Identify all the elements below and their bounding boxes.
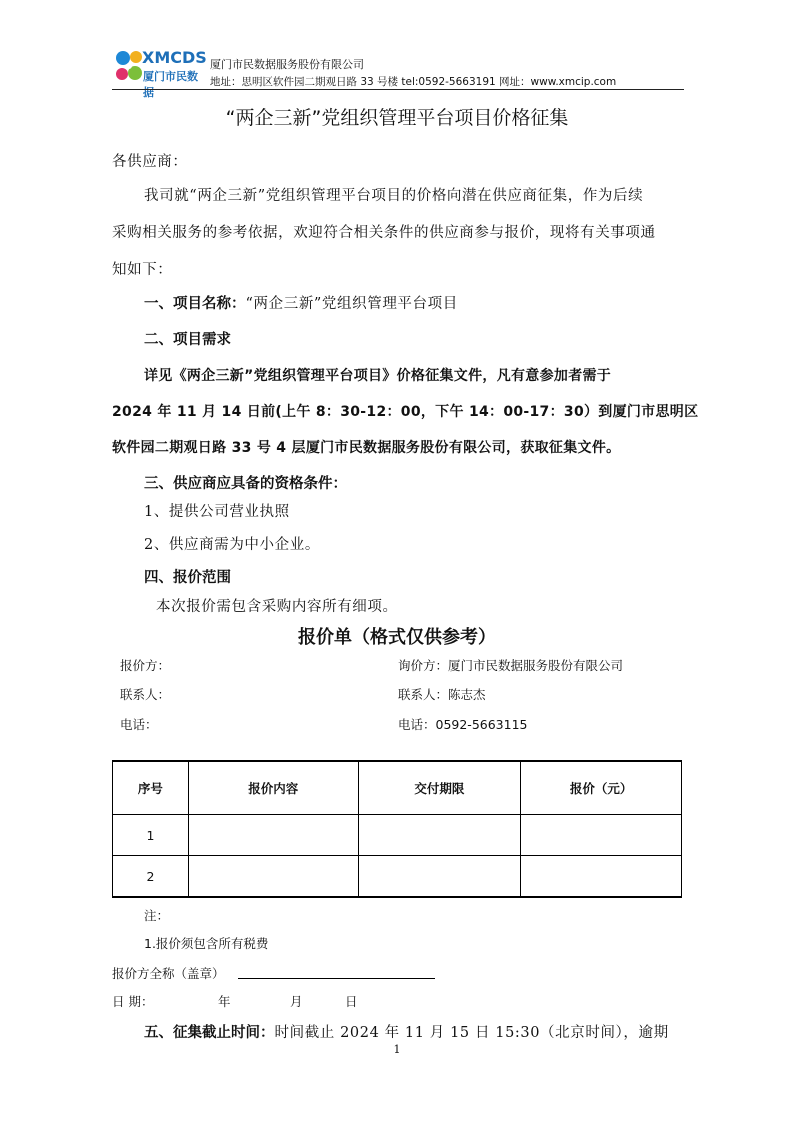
table-row — [113, 856, 682, 898]
header-address: 地址：思明区软件园二期观日路 33 号楼 tel:0592-5663191 网址：www.xmcip.com — [210, 76, 617, 88]
inquirer-contact: 联系人：陈志杰 — [398, 687, 486, 702]
col-header-content: 报价内容 — [188, 761, 358, 815]
date-month: 月 — [290, 994, 303, 1009]
row-content-cell[interactable] — [188, 856, 358, 898]
date-label: 日 期： — [112, 994, 154, 1009]
logo-subtext: 厦门市民数据 — [143, 70, 198, 99]
row-deadline-cell[interactable] — [358, 815, 521, 856]
header-company-name: 厦门市民数据服务股份有限公司 — [210, 58, 364, 71]
section-2-heading: 二、项目需求 — [144, 332, 231, 348]
section-5-text: 时间截止 2024 年 11 月 15 日 15:30（北京时间），逾期 — [274, 1025, 669, 1041]
col-header-deadline: 交付期限 — [358, 761, 521, 815]
section-1-heading: 一、项目名称： — [144, 296, 246, 312]
row-price-cell[interactable] — [521, 815, 682, 856]
section-4-heading: 四、报价范围 — [144, 570, 231, 586]
page-number: 1 — [393, 1043, 401, 1056]
quote-party-label: 报价方： — [120, 658, 171, 673]
quote-phone-label: 电话： — [120, 717, 158, 732]
salutation: 各供应商： — [112, 154, 188, 170]
row-content-cell[interactable] — [188, 815, 358, 856]
row-deadline-cell[interactable] — [358, 856, 521, 898]
header-divider — [112, 89, 684, 90]
col-header-no: 序号 — [113, 761, 189, 815]
table-row — [113, 815, 682, 856]
quote-table — [112, 760, 682, 898]
section-1-text: “两企三新”党组织管理平台项目 — [245, 296, 458, 312]
note-item: 1.报价须包含所有税费 — [144, 936, 269, 951]
inquirer-party: 询价方：厦门市民数据服务股份有限公司 — [398, 658, 624, 673]
signature-label: 报价方全称（盖章） — [112, 966, 225, 981]
section-1 — [144, 292, 458, 313]
company-logo — [114, 48, 207, 99]
section-4-text: 本次报价需包含采购内容所有细项。 — [156, 599, 398, 615]
intro-line-1: 我司就“两企三新”党组织管理平台项目的价格向潜在供应商征集，作为后续 — [144, 188, 644, 204]
quote-table-header — [113, 761, 682, 815]
intro-line-3: 知如下： — [112, 262, 173, 278]
quote-contact-label: 联系人： — [120, 687, 171, 702]
section-2-line-2: 2024 年 11 月 14 日前(上午 8：30-12：00，下午 14：00-17：30）到厦门市思明区 — [112, 404, 699, 420]
note-label: 注： — [144, 908, 170, 923]
inquirer-phone: 电话：0592-5663115 — [398, 717, 528, 732]
date-day: 日 — [345, 994, 358, 1009]
row-no: 2 — [113, 856, 189, 898]
signature-line[interactable] — [238, 978, 435, 979]
section-5 — [144, 1021, 669, 1042]
section-2-line-1: 详见《两企三新”党组织管理平台项目》价格征集文件，凡有意参加者需于 — [144, 368, 612, 384]
row-no: 1 — [113, 815, 189, 856]
section-5-heading: 五、征集截止时间： — [144, 1025, 275, 1041]
section-3-item-1: 1、提供公司营业执照 — [144, 504, 290, 520]
document-title: “两企三新”党组织管理平台项目价格征集 — [225, 107, 569, 129]
col-header-price: 报价（元） — [521, 761, 682, 815]
row-price-cell[interactable] — [521, 856, 682, 898]
section-2-line-3: 软件园二期观日路 33 号 4 层厦门市民数据服务股份有限公司，获取征集文件。 — [112, 440, 621, 456]
intro-line-2: 采购相关服务的参考依据，欢迎符合相关条件的供应商参与报价，现将有关事项通 — [112, 225, 656, 241]
quote-title: 报价单（格式仅供参考） — [298, 627, 496, 648]
section-3-heading: 三、供应商应具备的资格条件： — [144, 476, 347, 492]
section-3-item-2: 2、供应商需为中小企业。 — [144, 537, 320, 553]
date-year: 年 — [218, 994, 231, 1009]
logo-text: XMCDS — [142, 48, 207, 67]
